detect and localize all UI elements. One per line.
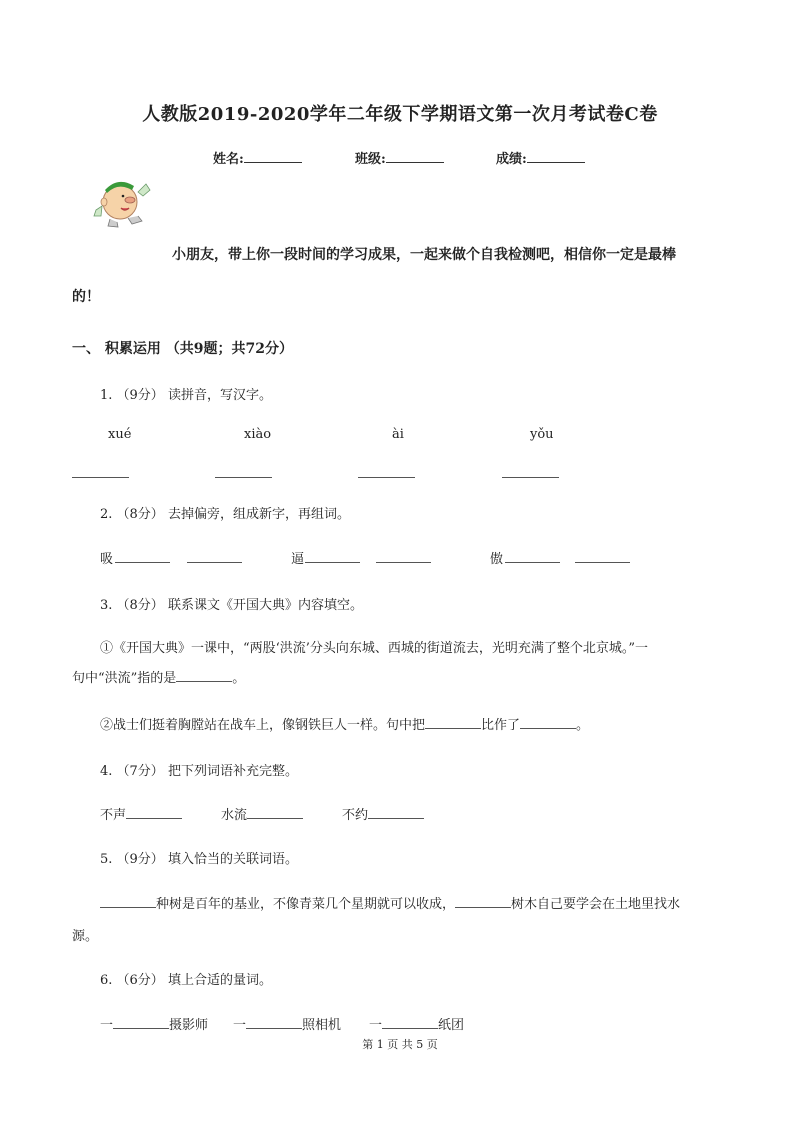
q4-blank-2[interactable] xyxy=(247,806,303,819)
q5-blank-2[interactable] xyxy=(455,895,511,908)
q4-word-2: 水流 xyxy=(221,808,248,823)
q5-line2: 源。 xyxy=(72,929,99,944)
mascot-illustration xyxy=(88,172,156,232)
q2-blank-2a[interactable] xyxy=(305,562,360,563)
answer-blank-1[interactable] xyxy=(72,477,129,478)
q2-blank-1a[interactable] xyxy=(115,562,170,563)
q3-blank-1[interactable] xyxy=(176,669,232,682)
q3-item1-line1: ①《开国大典》一课中，“两股‘洪流’分头向东城、西城的街道流去，光明充满了整个北京城。”一 xyxy=(100,641,649,656)
q4-word-2-row xyxy=(221,804,303,823)
page-number: 第 1 页 共 5 页 xyxy=(362,1038,438,1051)
q4-blank-3[interactable] xyxy=(368,806,424,819)
q2-blank-2b[interactable] xyxy=(376,562,431,563)
q6-blank-2[interactable] xyxy=(246,1016,302,1029)
section-heading: 一、 积累运用 （共9题；共72分） xyxy=(72,341,293,357)
q3-item2 xyxy=(100,714,589,733)
q6-word-1: 摄影师 xyxy=(169,1018,209,1033)
score-blank[interactable] xyxy=(527,150,585,163)
q3-item2-prefix: ②战士们挺着胸膛站在战车上，像钢铁巨人一样。句中把 xyxy=(100,718,426,733)
q6-prefix-3: 一 xyxy=(369,1018,383,1033)
q6-word-3: 纸团 xyxy=(438,1018,465,1033)
score-field[interactable] xyxy=(496,148,585,167)
score-label: 成绩: xyxy=(496,152,527,167)
q2-char-3: 傲 xyxy=(490,552,504,567)
intro-line-2: 的！ xyxy=(72,289,100,305)
q6-item-2 xyxy=(233,1014,341,1033)
q5-seg-2: 树木自己要学会在土地里找水 xyxy=(511,897,681,912)
q2-blank-3a[interactable] xyxy=(505,562,560,563)
q2-char-2: 逼 xyxy=(291,552,305,567)
question-2-stem: 2. （8分） 去掉偏旁，组成新字，再组词。 xyxy=(100,507,350,522)
q4-word-1: 不声 xyxy=(100,808,127,823)
q6-blank-1[interactable] xyxy=(113,1016,169,1029)
q3-item1-prefix: 句中“洪流”指的是 xyxy=(72,671,177,686)
q3-item2-suffix: 。 xyxy=(576,718,590,733)
q2-char-1: 吸 xyxy=(100,552,114,567)
q4-blank-1[interactable] xyxy=(126,806,182,819)
question-5-stem: 5. （9分） 填入恰当的关联词语。 xyxy=(100,852,298,867)
q2-blank-3b[interactable] xyxy=(575,562,630,563)
class-field[interactable] xyxy=(355,148,444,167)
page-title: 人教版2019-2020学年二年级下学期语文第一次月考试卷C卷 xyxy=(142,104,658,125)
pinyin-1: xué xyxy=(108,427,132,442)
q3-item1-line2 xyxy=(72,667,245,686)
answer-blank-4[interactable] xyxy=(502,477,559,478)
q4-word-3-row xyxy=(342,804,424,823)
name-field[interactable] xyxy=(213,148,302,167)
q3-item2-mid: 比作了 xyxy=(481,718,521,733)
q6-item-3 xyxy=(369,1014,464,1033)
q5-blank-1[interactable] xyxy=(100,895,156,908)
intro-line-1: 小朋友，带上你一段时间的学习成果，一起来做个自我检测吧，相信你一定是最棒 xyxy=(172,247,676,263)
q3-item1-suffix: 。 xyxy=(232,671,246,686)
answer-blank-3[interactable] xyxy=(358,477,415,478)
q6-item-1 xyxy=(100,1014,208,1033)
pinyin-2: xiào xyxy=(244,427,272,442)
q5-line1 xyxy=(100,893,680,912)
q4-word-1-row xyxy=(100,804,182,823)
q2-blank-1b[interactable] xyxy=(187,562,242,563)
q6-prefix-2: 一 xyxy=(233,1018,247,1033)
pinyin-4: yǒu xyxy=(530,427,554,442)
q6-blank-3[interactable] xyxy=(382,1016,438,1029)
class-blank[interactable] xyxy=(386,150,444,163)
name-blank[interactable] xyxy=(244,150,302,163)
q6-prefix-1: 一 xyxy=(100,1018,114,1033)
q5-seg-1: 种树是百年的基业，不像青菜几个星期就可以收成， xyxy=(156,897,456,912)
question-3-stem: 3. （8分） 联系课文《开国大典》内容填空。 xyxy=(100,598,363,613)
question-4-stem: 4. （7分） 把下列词语补充完整。 xyxy=(100,764,298,779)
name-label: 姓名: xyxy=(213,152,244,167)
question-6-stem: 6. （6分） 填上合适的量词。 xyxy=(100,973,272,988)
question-1-stem: 1. （9分） 读拼音，写汉字。 xyxy=(100,388,272,403)
answer-blank-2[interactable] xyxy=(215,477,272,478)
class-label: 班级: xyxy=(355,152,386,167)
q4-word-3: 不约 xyxy=(342,808,369,823)
q3-blank-3[interactable] xyxy=(520,716,576,729)
pinyin-3: ài xyxy=(392,427,404,442)
q3-blank-2[interactable] xyxy=(425,716,481,729)
q6-word-2: 照相机 xyxy=(302,1018,342,1033)
